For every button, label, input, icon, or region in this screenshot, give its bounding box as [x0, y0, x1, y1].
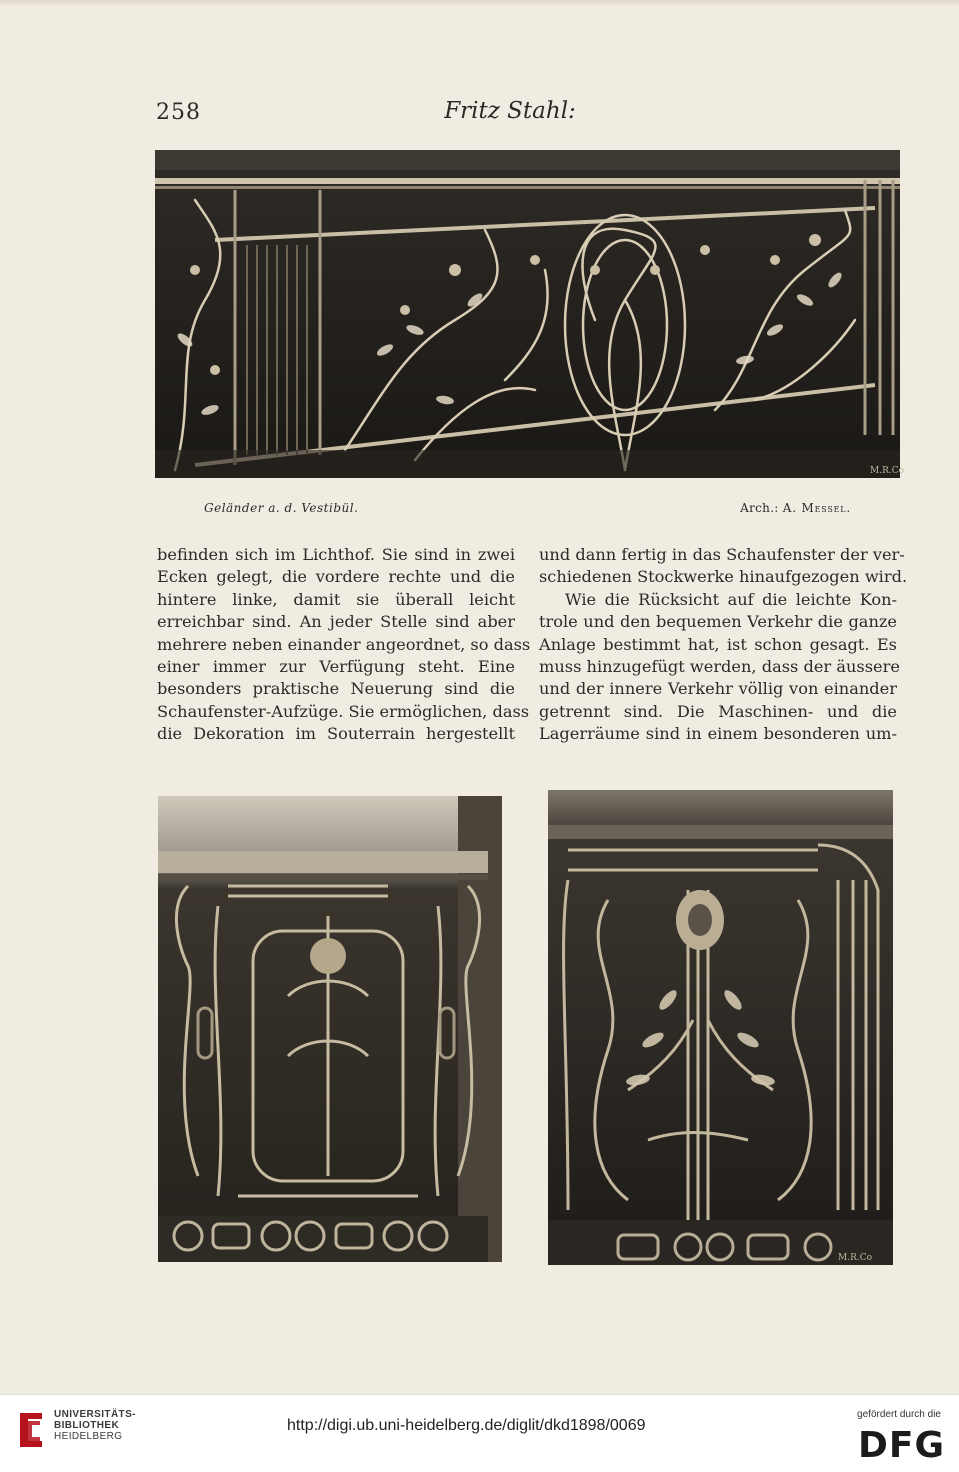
railing-photo-vestibule	[155, 150, 905, 478]
library-name-line: HEIDELBERG	[54, 1431, 123, 1442]
text-line: und der innere Verkehr völlig von einander	[539, 679, 897, 699]
page-edge	[0, 0, 959, 6]
text-line: besonders praktische Neuerung sind die	[157, 679, 515, 699]
text-line: getrennt sind. Die Maschinen- und die	[539, 701, 897, 721]
text-line: schiedenen Stockwerke hinaufgezogen wird.	[539, 567, 908, 587]
figure-credit	[740, 501, 851, 515]
railing-photo-vestibule-illustration	[155, 150, 905, 478]
running-head: Fritz Stahl:	[444, 98, 576, 124]
digitization-footer	[0, 1394, 959, 1472]
text-line: erreichbar sind. An jeder Stelle sind aber	[157, 612, 515, 632]
funding-label: gefördert durch die	[857, 1409, 941, 1420]
text-line: und dann fertig in das Schaufenster der ver-	[539, 545, 905, 564]
dfg-logo: DFG	[857, 1425, 945, 1466]
paragraph-start-line: Wie die Rücksicht auf die leichte Kon-	[565, 589, 897, 609]
railing-photo-left-illustration	[158, 796, 502, 1262]
library-name-line: BIBLIOTHEK	[54, 1420, 120, 1431]
source-url-link[interactable]: http://digi.ub.uni-heidelberg.de/diglit/dkd1898/0069	[287, 1417, 646, 1434]
text-line: Anlage bestimmt hat, ist schon gesagt. Es	[539, 634, 897, 654]
library-name-line: UNIVERSITÄTS-	[54, 1409, 136, 1420]
figure-credit-prefix: Arch.:	[740, 501, 779, 515]
text-line: befinden sich im Lichthof. Sie sind in zwei	[157, 545, 515, 564]
university-library-logo-icon	[14, 1409, 48, 1449]
text-line: Lagerräume sind in einem besonderen um-	[539, 724, 897, 744]
figure-credit-architect: A. Messel.	[782, 501, 851, 515]
library-name	[54, 1409, 136, 1442]
text-line: die Dekoration im Souterrain hergestellt	[157, 724, 515, 744]
text-line: Schaufenster-Aufzüge. Sie ermöglichen, dass	[157, 701, 530, 721]
railing-photo-right	[548, 790, 893, 1265]
plate-monogram-bottom: M.R.Co	[838, 1253, 873, 1263]
plate-monogram-top: M.R.Co	[870, 466, 905, 476]
text-line: mehrere neben einander angeordnet, so dass	[157, 634, 531, 654]
text-line: Ecken gelegt, die vordere rechte und die	[157, 567, 515, 587]
text-line: hintere linke, damit sie überall leicht	[157, 589, 515, 609]
text-column-right	[539, 544, 908, 746]
text-line: muss hinzugefügt werden, dass der äussere	[539, 657, 900, 677]
railing-photo-right-illustration	[548, 790, 893, 1265]
text-column-left	[157, 544, 531, 746]
figure-caption: Geländer a. d. Vestibül.	[204, 501, 359, 515]
text-line: einer immer zur Verfügung steht. Eine	[157, 657, 515, 677]
railing-photo-left	[158, 796, 502, 1262]
page-number: 258	[156, 100, 201, 125]
text-line: trole und den bequemen Verkehr die ganze	[539, 612, 897, 632]
